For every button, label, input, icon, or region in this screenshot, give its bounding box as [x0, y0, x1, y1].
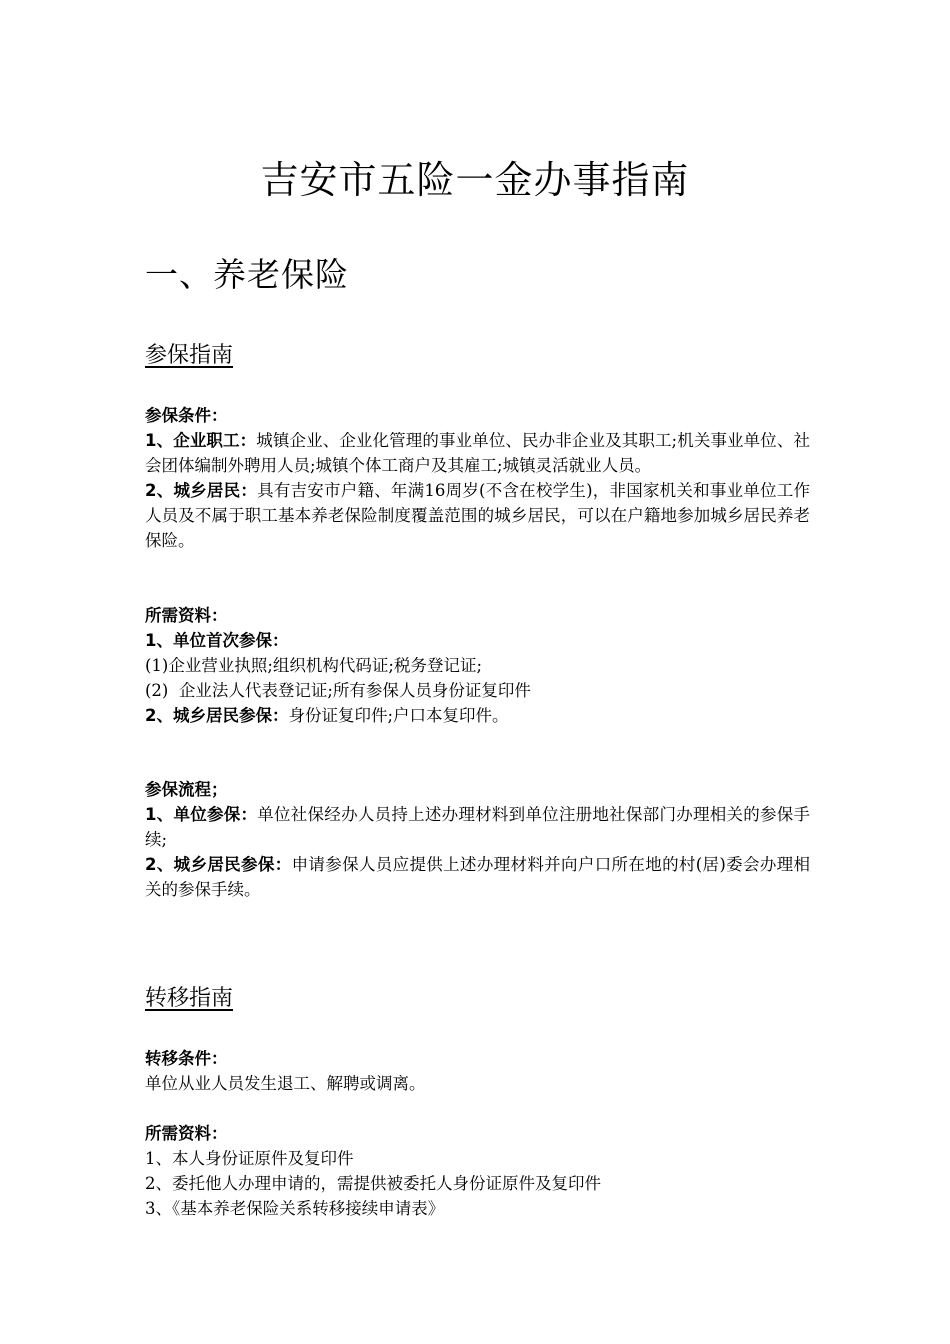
subheading-transfer-guide: 转移指南: [145, 986, 234, 1011]
enroll-materials-label: 所需资料：: [145, 606, 228, 625]
enroll-materials-line-2: (2) 企业法人代表登记证;所有参保人员身份证复印件: [145, 681, 531, 700]
enroll-condition-item-2: [145, 478, 810, 553]
enroll-process-item-1: [145, 802, 810, 852]
transfer-materials-item: 3、《基本养老保险关系转移接续申请表》: [145, 1199, 445, 1218]
enroll-materials-item-2-text: 身份证复印件;户口本复印件。: [288, 706, 509, 725]
document-title: 吉安市五险一金办事指南: [260, 158, 690, 202]
enroll-materials-item-2: [145, 703, 810, 728]
transfer-materials-label: 所需资料：: [145, 1124, 228, 1143]
enroll-condition-item-1-label: 1、企业职工：: [145, 431, 257, 450]
enroll-conditions-block: [145, 403, 810, 553]
enroll-materials-block: [145, 603, 810, 728]
enroll-process-item-2-label: 2、城乡居民参保：: [145, 855, 292, 874]
transfer-materials-item: 1、本人身份证原件及复印件: [145, 1149, 354, 1168]
enroll-materials-line-1: (1)企业营业执照;组织机构代码证;税务登记证;: [145, 656, 483, 675]
enroll-condition-item-1: [145, 428, 810, 478]
transfer-conditions-text: 单位从业人员发生退工、解聘或调离。: [145, 1074, 426, 1093]
transfer-conditions-label: 转移条件：: [145, 1049, 228, 1068]
enroll-process-item-2: [145, 852, 810, 902]
enroll-materials-item-1-label: 1、单位首次参保：: [145, 631, 289, 650]
section-heading-pension: 一、养老保险: [145, 255, 349, 294]
enroll-process-block: [145, 777, 810, 902]
enroll-process-label: 参保流程；: [145, 780, 228, 799]
enroll-conditions-label: 参保条件：: [145, 406, 228, 425]
subheading-enroll-guide: 参保指南: [145, 343, 234, 368]
enroll-condition-item-2-label: 2、城乡居民：: [145, 481, 258, 500]
transfer-materials-item: 2、委托他人办理申请的，需提供被委托人身份证原件及复印件: [145, 1174, 601, 1193]
transfer-conditions-block: [145, 1046, 810, 1096]
enroll-process-item-1-text: 单位社保经办人员持上述办理材料到单位注册地社保部门办理相关的参保手续;: [145, 805, 810, 849]
enroll-materials-item-2-label: 2、城乡居民参保：: [145, 706, 289, 725]
enroll-condition-item-1-text: 城镇企业、企业化管理的事业单位、民办非企业及其职工;机关事业单位、社会团体编制外聘用人员;城镇个体工商户及其雇工;城镇灵活就业人员。: [145, 431, 810, 475]
enroll-process-item-2-text: 申请参保人员应提供上述办理材料并向户口所在地的村(居)委会办理相关的参保手续。: [145, 855, 811, 899]
enroll-process-item-1-label: 1、单位参保：: [145, 805, 258, 824]
transfer-materials-block: [145, 1121, 810, 1221]
enroll-condition-item-2-text: 具有吉安市户籍、年满16周岁(不含在校学生)，非国家机关和事业单位工作人员及不属于职工基本养老保险制度覆盖范围的城乡居民，可以在户籍地参加城乡居民养老保险。: [145, 481, 811, 550]
